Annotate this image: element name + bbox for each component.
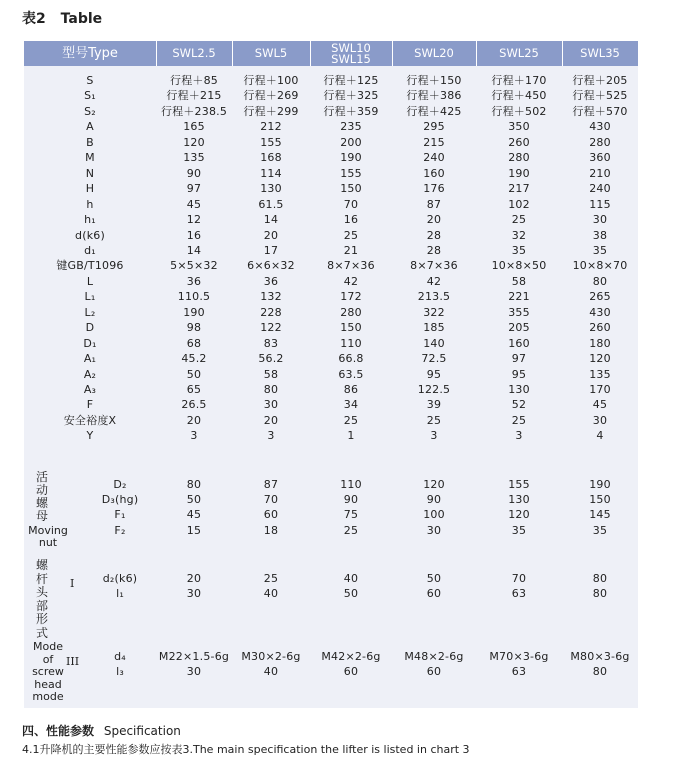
table-row (24, 477, 638, 493)
cell-value: 16 (186, 228, 202, 242)
cell-value: 40 (263, 587, 279, 600)
row-label: D₃(hg) (101, 493, 139, 507)
cell-value: 42 (426, 274, 442, 288)
cell-value: 68 (186, 336, 202, 350)
table-row (24, 166, 638, 182)
table-row (24, 243, 638, 259)
cell-value: 行程＋215 (166, 89, 222, 103)
cell-value: 190 (340, 151, 362, 165)
row-label: d(k6) (75, 228, 105, 242)
cell-value: 280 (340, 305, 362, 319)
cell-value: 80 (592, 274, 608, 288)
cell-value: 34 (343, 398, 359, 412)
header-model: SWL2.5 (172, 46, 216, 60)
cell-value: 行程＋205 (572, 74, 628, 87)
screw-head-type-iii: III (66, 655, 80, 668)
cell-value: 66.8 (338, 352, 364, 366)
cell-value: 145 (589, 508, 611, 522)
cell-value: 160 (423, 166, 445, 180)
table-row (24, 212, 638, 228)
cell-value: M30×2-6g (241, 650, 301, 663)
moving-nut-label-en: Moving nut (28, 524, 68, 549)
cell-value: 12 (186, 213, 202, 227)
cell-value: 38 (592, 228, 608, 242)
table-row (24, 258, 638, 274)
table-row (24, 586, 638, 602)
cell-value: 58 (263, 367, 279, 381)
cell-value: 14 (263, 213, 279, 227)
cell-value: 110 (340, 336, 362, 350)
table-row (24, 649, 638, 665)
cell-value: 行程＋170 (491, 74, 547, 87)
cell-value: 50 (426, 572, 442, 585)
cell-value: 30 (592, 213, 608, 227)
cell-value: 45 (186, 197, 202, 211)
row-label: B (86, 135, 94, 149)
cell-value: 40 (343, 572, 359, 585)
table-row (24, 104, 638, 120)
row-label: M (85, 151, 95, 165)
cell-value: 63.5 (338, 367, 364, 381)
cell-value: 80 (592, 665, 608, 678)
cell-value: M22×1.5-6g (158, 650, 230, 663)
cell-value: 15 (186, 523, 202, 537)
cell-value: 240 (589, 182, 611, 196)
cell-value: 176 (423, 182, 445, 196)
cell-value: 70 (263, 493, 279, 507)
cell-value: 80 (186, 478, 202, 491)
cell-value: 18 (263, 523, 279, 537)
spec-table (24, 41, 638, 708)
row-label: A₁ (83, 352, 97, 366)
row-label: D₁ (83, 336, 97, 350)
cell-value: 36 (186, 274, 202, 288)
cell-value: 10×8×70 (572, 259, 628, 273)
cell-value: 6×6×32 (247, 259, 295, 273)
cell-value: 100 (423, 508, 445, 522)
header-model: SWL10 SWL15 (331, 40, 371, 66)
cell-value: 115 (589, 197, 611, 211)
table-row (24, 571, 638, 587)
cell-value: 45.2 (181, 352, 207, 366)
cell-value: 260 (589, 321, 611, 335)
table-row (24, 119, 638, 135)
row-label: S (86, 74, 94, 87)
cell-value: 30 (426, 523, 442, 537)
row-label: F₁ (114, 508, 126, 522)
row-label: d₂(k6) (102, 572, 138, 585)
cell-value: 160 (508, 336, 530, 350)
row-label: l₃ (116, 665, 124, 678)
cell-value: 80 (592, 572, 608, 585)
cell-value: 45 (592, 398, 608, 412)
table-row (24, 413, 638, 429)
cell-value: M80×3-6g (570, 650, 630, 663)
cell-value: 60 (263, 508, 279, 522)
table-row (24, 336, 638, 352)
cell-value: 行程＋359 (323, 104, 379, 118)
cell-value: 56.2 (258, 352, 284, 366)
cell-value: 130 (508, 493, 530, 507)
cell-value: 280 (508, 151, 530, 165)
cell-value: 122 (260, 321, 282, 335)
row-label: L₂ (84, 305, 96, 319)
cell-value: 122.5 (417, 383, 451, 396)
cell-value: 102 (508, 197, 530, 211)
table-row (24, 492, 638, 508)
table-row (24, 305, 638, 321)
section-title-cn: 四、性能参数 (22, 724, 95, 738)
cell-value: 20 (426, 213, 442, 227)
cell-value: 16 (343, 213, 359, 227)
cell-value: 36 (263, 274, 279, 288)
cell-value: 28 (426, 228, 442, 242)
cell-value: 30 (592, 413, 608, 427)
cell-value: 98 (186, 321, 202, 335)
cell-value: 3 (267, 429, 275, 443)
cell-value: 8×7×36 (327, 259, 375, 273)
header-divider (156, 41, 157, 66)
cell-value: 280 (589, 135, 611, 149)
table-row (24, 523, 638, 539)
cell-value: 295 (423, 120, 445, 134)
table-row (24, 351, 638, 367)
cell-value: 25 (426, 413, 442, 427)
header-model: SWL25 (499, 46, 539, 60)
cell-value: 80 (263, 383, 279, 396)
cell-value: 25 (511, 413, 527, 427)
cell-value: 25 (343, 413, 359, 427)
table-row (24, 197, 638, 213)
table-row (24, 382, 638, 398)
table-row (24, 181, 638, 197)
cell-value: 30 (186, 587, 202, 600)
cell-value: 35 (592, 243, 608, 257)
cell-value: 135 (183, 151, 205, 165)
cell-value: 80 (592, 587, 608, 600)
header-model: SWL35 (580, 46, 620, 60)
cell-value: 120 (183, 135, 205, 149)
cell-value: 25 (511, 213, 527, 227)
cell-value: 155 (260, 135, 282, 149)
cell-value: 90 (343, 493, 359, 507)
cell-value: 221 (508, 290, 530, 304)
cell-value: 63 (511, 665, 527, 678)
cell-value: 21 (343, 243, 359, 257)
cell-value: 430 (589, 305, 611, 319)
cell-value: 行程＋238.5 (160, 104, 228, 118)
cell-value: 70 (511, 572, 527, 585)
cell-value: 50 (186, 367, 202, 381)
cell-value: 35 (511, 243, 527, 257)
row-label: F (86, 398, 94, 412)
cell-value: 140 (423, 336, 445, 350)
row-label: l₁ (116, 587, 124, 600)
cell-value: 90 (186, 166, 202, 180)
row-label: H (85, 182, 95, 196)
cell-value: 8×7×36 (410, 259, 458, 273)
cell-value: 行程＋425 (406, 104, 462, 118)
cell-value: 120 (589, 352, 611, 366)
cell-value: 60 (426, 587, 442, 600)
table-row (24, 507, 638, 523)
row-label: h (86, 197, 94, 211)
cell-value: M42×2-6g (321, 650, 381, 663)
cell-value: 180 (589, 336, 611, 350)
cell-value: 83 (263, 336, 279, 350)
cell-value: 87 (426, 197, 442, 211)
cell-value: 45 (186, 508, 202, 522)
cell-value: 212 (260, 120, 282, 134)
cell-value: 130 (508, 383, 530, 396)
cell-value: 110 (340, 478, 362, 491)
table-row (24, 73, 638, 89)
cell-value: 200 (340, 135, 362, 149)
cell-value: 150 (340, 182, 362, 196)
cell-value: 14 (186, 243, 202, 257)
cell-value: 90 (426, 493, 442, 507)
cell-value: 26.5 (181, 398, 207, 412)
cell-value: 20 (186, 413, 202, 427)
cell-value: 行程＋325 (323, 89, 379, 103)
cell-value: 20 (263, 413, 279, 427)
cell-value: 5×5×32 (170, 259, 218, 273)
cell-value: 170 (589, 383, 611, 396)
cell-value: 25 (343, 523, 359, 537)
cell-value: 228 (260, 305, 282, 319)
cell-value: 42 (343, 274, 359, 288)
cell-value: 165 (183, 120, 205, 134)
row-label: S₁ (84, 89, 96, 103)
cell-value: 58 (511, 274, 527, 288)
section-heading (22, 722, 181, 739)
table-row (24, 320, 638, 336)
cell-value: 50 (343, 587, 359, 600)
header-divider (562, 41, 563, 66)
cell-value: 72.5 (421, 352, 447, 366)
cell-value: 185 (423, 321, 445, 335)
row-label: A₃ (83, 383, 97, 396)
cell-value: 260 (508, 135, 530, 149)
table-row (24, 428, 638, 444)
table-row (24, 397, 638, 413)
cell-value: 355 (508, 305, 530, 319)
cell-value: 130 (260, 182, 282, 196)
header-divider (476, 41, 477, 66)
cell-value: 235 (340, 120, 362, 134)
row-label: D₂ (113, 478, 127, 491)
cell-value: 155 (340, 166, 362, 180)
cell-value: 168 (260, 151, 282, 165)
cell-value: 52 (511, 398, 527, 412)
header-divider (232, 41, 233, 66)
row-label: d₄ (114, 650, 126, 663)
cell-value: 32 (511, 228, 527, 242)
row-label: F₂ (114, 523, 126, 537)
cell-value: 10×8×50 (491, 259, 547, 273)
cell-value: 行程＋570 (572, 104, 628, 118)
cell-value: 行程＋125 (323, 74, 379, 87)
cell-value: 322 (423, 305, 445, 319)
table-caption (22, 8, 102, 28)
cell-value: 3 (515, 429, 523, 443)
cell-value: 3 (430, 429, 438, 443)
header-type: 型号Type (62, 46, 118, 61)
cell-value: 135 (589, 367, 611, 381)
cell-value: 行程＋150 (406, 74, 462, 87)
row-label: N (85, 166, 95, 180)
header-model: SWL5 (254, 46, 288, 60)
row-label: h₁ (84, 213, 96, 227)
table-row (24, 367, 638, 383)
cell-value: 4 (596, 429, 604, 443)
table-title: Table (60, 11, 103, 27)
cell-value: 行程＋299 (243, 104, 299, 118)
cell-value: 190 (508, 166, 530, 180)
cell-value: 35 (592, 523, 608, 537)
cell-value: 63 (511, 587, 527, 600)
cell-value: 70 (343, 197, 359, 211)
cell-value: 150 (589, 493, 611, 507)
row-label: S₂ (84, 104, 96, 118)
cell-value: 120 (508, 508, 530, 522)
cell-value: 20 (263, 228, 279, 242)
cell-value: 210 (589, 166, 611, 180)
cell-value: 25 (263, 572, 279, 585)
table-row (24, 88, 638, 104)
cell-value: 132 (260, 290, 282, 304)
cell-value: 行程＋502 (491, 104, 547, 118)
row-label: L (86, 274, 94, 288)
cell-value: 60 (343, 665, 359, 678)
cell-value: 20 (186, 572, 202, 585)
row-label: L₁ (84, 290, 96, 304)
cell-value: 61.5 (258, 197, 284, 211)
cell-value: 150 (340, 321, 362, 335)
cell-value: 240 (423, 151, 445, 165)
table-row (24, 135, 638, 151)
table-header-row (24, 41, 638, 66)
cell-value: 1 (347, 429, 355, 443)
table-row (24, 274, 638, 290)
table-row (24, 150, 638, 166)
cell-value: 行程＋450 (491, 89, 547, 103)
row-label: A (86, 120, 94, 134)
row-label: Y (86, 429, 94, 443)
cell-value: 50 (186, 493, 202, 507)
cell-value: 205 (508, 321, 530, 335)
row-label: 安全裕度X (63, 413, 117, 427)
cell-value: 35 (511, 523, 527, 537)
cell-value: 430 (589, 120, 611, 134)
screw-head-label-cn: 螺 杆 头 部 形 式 (35, 558, 48, 640)
cell-value: 行程＋100 (243, 74, 299, 87)
cell-value: 30 (263, 398, 279, 412)
cell-value: 75 (343, 508, 359, 522)
cell-value: 120 (423, 478, 445, 491)
table-row (24, 289, 638, 305)
cell-value: 65 (186, 383, 202, 396)
cell-value: 25 (343, 228, 359, 242)
section-title-en: Specification (103, 724, 181, 738)
row-label: A₂ (83, 367, 97, 381)
header-model: SWL20 (414, 46, 454, 60)
cell-value: 30 (186, 665, 202, 678)
header-divider (310, 41, 311, 66)
cell-value: 行程＋85 (170, 74, 218, 87)
cell-value: 95 (511, 367, 527, 381)
cell-value: 3 (190, 429, 198, 443)
cell-value: M70×3-6g (489, 650, 549, 663)
table-number: 表2 (22, 11, 46, 27)
cell-value: 17 (263, 243, 279, 257)
cell-value: 190 (183, 305, 205, 319)
cell-value: 217 (508, 182, 530, 196)
row-label: D (85, 321, 95, 335)
screw-head-type-i: I (70, 577, 75, 590)
cell-value: 213.5 (417, 290, 451, 304)
cell-value: 60 (426, 665, 442, 678)
cell-value: 155 (508, 478, 530, 491)
cell-value: 87 (263, 478, 279, 491)
screw-head-label-en: Mode of screw head mode (32, 640, 64, 703)
cell-value: 行程＋386 (406, 89, 462, 103)
cell-value: 行程＋269 (243, 89, 299, 103)
cell-value: 40 (263, 665, 279, 678)
cell-value: 360 (589, 151, 611, 165)
cell-value: 95 (426, 367, 442, 381)
cell-value: 114 (260, 166, 282, 180)
cell-value: 行程＋525 (572, 89, 628, 103)
row-label: d₁ (84, 243, 96, 257)
cell-value: 350 (508, 120, 530, 134)
header-divider (392, 41, 393, 66)
cell-value: 28 (426, 243, 442, 257)
cell-value: 190 (589, 478, 611, 491)
cell-value: 110.5 (177, 290, 211, 304)
section-body: 4.1升降机的主要性能参数应按表3.The main specification the lifter is listed in chart 3 (22, 743, 470, 756)
cell-value: 172 (340, 290, 362, 304)
cell-value: 265 (589, 290, 611, 304)
cell-value: 86 (343, 383, 359, 396)
cell-value: M48×2-6g (404, 650, 464, 663)
cell-value: 97 (511, 352, 527, 366)
moving-nut-label-cn: 活 动 螺 母 (35, 470, 48, 523)
table-row (24, 228, 638, 244)
table-row (24, 664, 638, 680)
cell-value: 97 (186, 182, 202, 196)
row-label: 键GB/T1096 (56, 259, 124, 273)
cell-value: 39 (426, 398, 442, 412)
cell-value: 215 (423, 135, 445, 149)
